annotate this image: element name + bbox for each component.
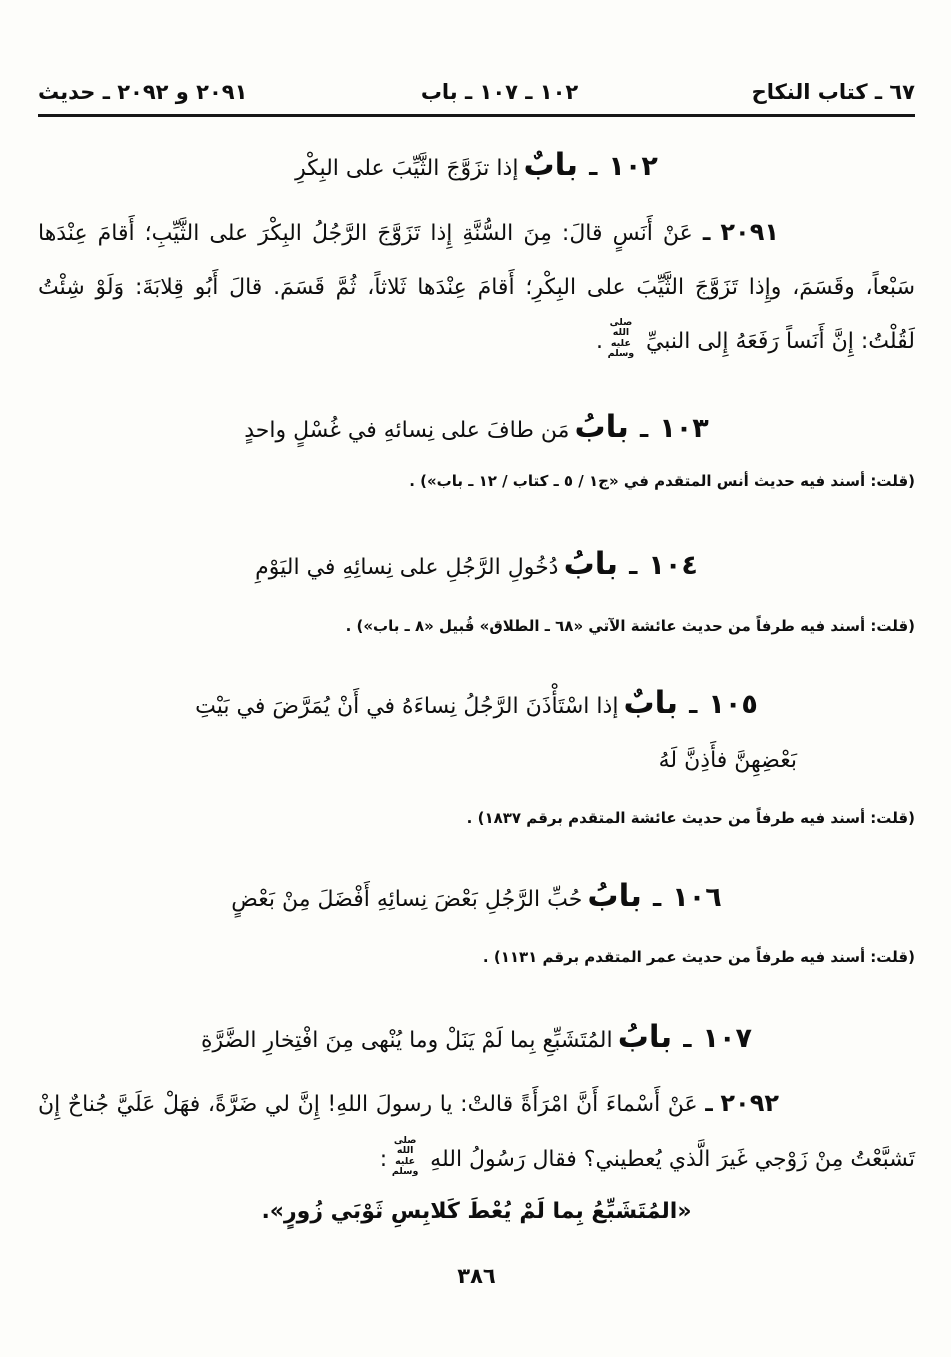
chapter-title: دُخُولِ الرَّجُلِ على نِسائِهِ في اليَوْمِ bbox=[255, 555, 559, 581]
dash-separator: ـ bbox=[683, 1024, 692, 1053]
hadith-text-end: : bbox=[379, 1147, 388, 1173]
dash-separator: ـ bbox=[629, 552, 638, 581]
chapter-number: ١٠٧ bbox=[702, 1022, 752, 1054]
chapter-number: ١٠٦ bbox=[672, 881, 722, 913]
dash-separator: ـ bbox=[705, 1092, 713, 1118]
chapter-title: مَن طافَ على نِسائهِ في غُسْلٍ واحدٍ bbox=[244, 418, 570, 444]
bab-word: بابُ bbox=[587, 877, 642, 914]
dash-separator: ـ bbox=[689, 691, 698, 720]
honorific-line1: صلى الله bbox=[609, 316, 633, 339]
chapter-heading-105 bbox=[38, 679, 915, 729]
chapter-title-continuation: بَعْضِهِنَّ فأَذِنَّ لَهُ bbox=[658, 747, 797, 773]
chapter-number: ١٠٤ bbox=[648, 550, 698, 582]
chapter-number: ١٠٢ bbox=[608, 151, 658, 182]
hadith-text: عَنْ أَسْماءَ أَنَّ امْرَأَةً قالتْ: يا رسولَ اللهِ! إِنَّ لي ضَرَّةً، فهَلْ عَلَيَّ جُناحٌ إِنْ تَشبَّعْتُ مِنْ زَوْجي غَيرَ الَّذي يُعطيني؟ فقال رَسُولُ اللهِ bbox=[38, 1092, 915, 1173]
sallallahu-alayhi-wasallam-symbol bbox=[387, 1136, 423, 1178]
hadith-2091 bbox=[38, 203, 915, 370]
dash-separator: ـ bbox=[640, 415, 649, 444]
page-number: ٣٨٦ bbox=[457, 1263, 496, 1288]
bab-word: بابٌ bbox=[623, 685, 678, 722]
honorific-line1: صلى الله bbox=[393, 1134, 417, 1157]
honorific-line2: عليه وسلم bbox=[391, 1155, 419, 1178]
dash-separator: ـ bbox=[589, 153, 598, 181]
chapter-title: حُبِّ الرَّجُلِ بَعْضَ نِسائِهِ أَفْضَلَ مِنْ بَعْضٍ bbox=[231, 886, 583, 912]
chapter-title: المُتَشَبِّعِ بِما لَمْ يَنَلْ وما يُنْهى مِنَ افْتِخارِ الضَّرَّةِ bbox=[200, 1027, 613, 1053]
chapter-heading-103 bbox=[38, 403, 915, 453]
header-divider bbox=[38, 114, 915, 117]
dash-separator: ـ bbox=[702, 220, 711, 246]
chapter-heading-104 bbox=[38, 540, 915, 590]
editor-note-105: (قلت: أسند فيه طرفاً من حديث عائشة المتقدم برقم ١٨٣٧) . bbox=[466, 809, 915, 828]
hadith-quote: «المُتَشَبِّعُ بِما لَمْ يُعْطَ كَلابِسِ ثَوْبَي زُورٍ». bbox=[261, 1199, 692, 1225]
bab-word: بابٌ bbox=[523, 147, 578, 183]
chapter-heading-106 bbox=[38, 872, 915, 922]
honorific-line2: عليه وسلم bbox=[607, 337, 635, 360]
hadith-2092 bbox=[38, 1074, 915, 1187]
running-header bbox=[38, 80, 915, 104]
header-bab-range: ١٠٢ ـ ١٠٧ ـ باب bbox=[420, 80, 579, 104]
chapter-number: ١٠٥ bbox=[708, 689, 758, 721]
chapter-number: ١٠٣ bbox=[659, 413, 709, 445]
hadith-number: ٢٠٩٢ bbox=[720, 1089, 779, 1118]
header-book-title: ٦٧ ـ كتاب النكاح bbox=[751, 80, 915, 104]
hadith-text: عَنْ أَنَسٍ قالَ: مِنَ السُّنَّةِ إِذا تَزَوَّجَ الرَّجُلُ البِكْرَ على الثَّيِّبِ؛ أَقامَ عِنْدَها سَبْعاً، وقَسَمَ، وإِذا تَزَوَّجَ الثَّيِّبَ على البِكْرِ؛ أَقامَ عِنْدَها ثَلاثاً، ثُمَّ قَسَمَ. قالَ أَبُو قِلابَةَ: وَلَوْ شِئْتُ لَقُلْتُ: إِنَّ أَنَساً رَفَعَهُ إِلى النبيِّ bbox=[38, 220, 915, 355]
bab-word: بابُ bbox=[574, 409, 629, 446]
chapter-heading-102 bbox=[38, 141, 915, 191]
chapter-heading-107 bbox=[38, 1013, 915, 1063]
hadith-number: ٢٠٩١ bbox=[720, 217, 779, 246]
dash-separator: ـ bbox=[652, 883, 662, 912]
editor-note-104: (قلت: أسند فيه طرفاً من حديث عائشة الآتي «٦٨ ـ الطلاق» قُبيل «٨ ـ باب») . bbox=[345, 616, 915, 635]
chapter-title: إذا اسْتَأْذَنَ الرَّجُلُ نِساءَهُ في أَنْ يُمَرَّضَ في بَيْتِ bbox=[195, 694, 619, 720]
sallallahu-alayhi-wasallam-symbol bbox=[603, 318, 639, 360]
editor-note-106: (قلت: أسند فيه طرفاً من حديث عمر المتقدم برقم ١١٣١) . bbox=[482, 948, 915, 967]
header-hadith-range: ٢٠٩١ و ٢٠٩٢ ـ حديث bbox=[38, 80, 248, 104]
editor-note-103: (قلت: أسند فيه حديث أنس المتقدم في «ج١ / ٥ ـ كتاب / ١٢ ـ باب») . bbox=[409, 471, 915, 490]
hadith-text-end: . bbox=[595, 329, 603, 355]
chapter-title: إذا تزَوَّجَ الثَّيِّبَ على البِكْرِ bbox=[295, 156, 519, 181]
bab-word: بابُ bbox=[617, 1018, 673, 1055]
bab-word: بابُ bbox=[563, 546, 619, 583]
